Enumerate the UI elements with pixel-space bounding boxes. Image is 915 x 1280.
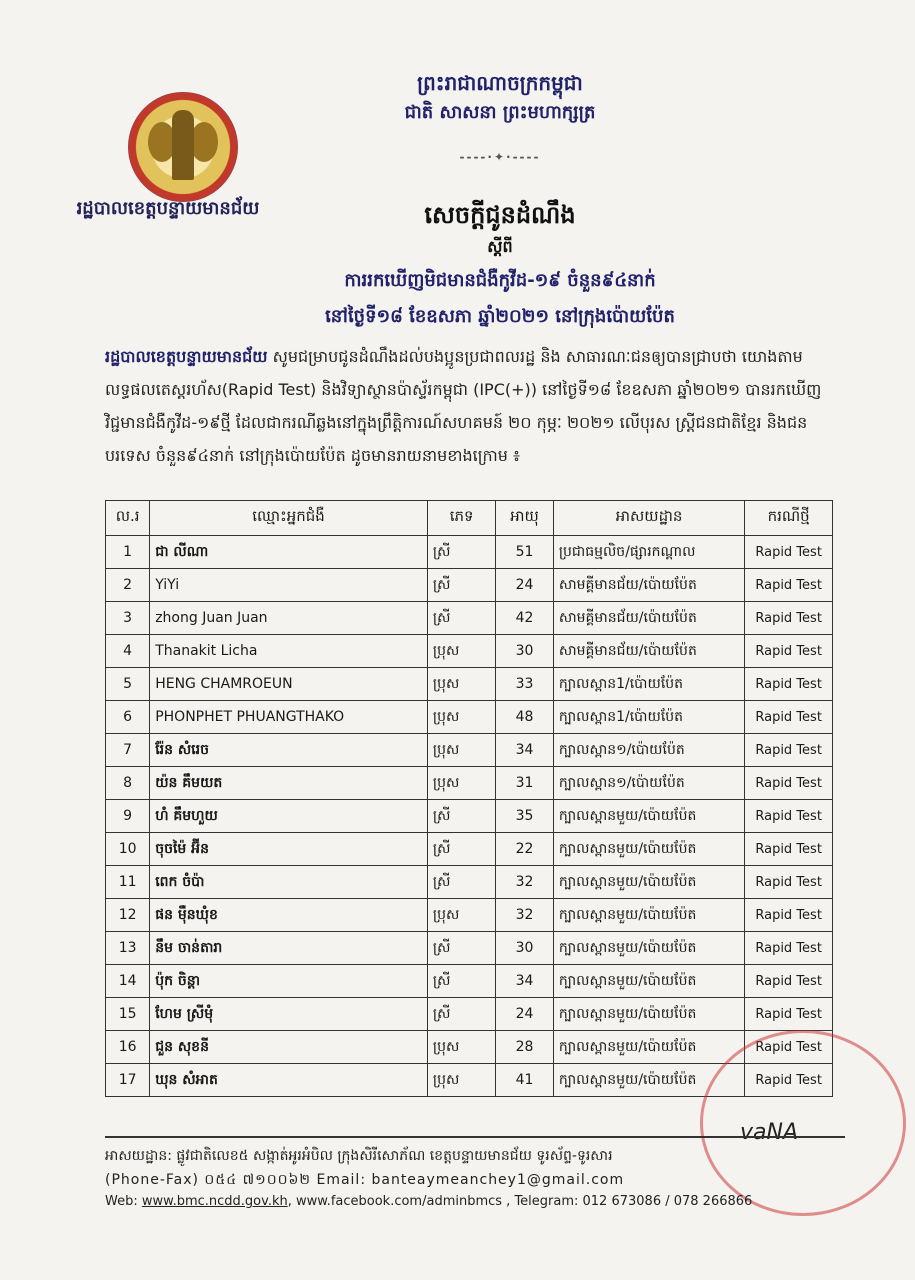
footer-divider: [105, 1136, 845, 1138]
cell-sex: ស្រី: [427, 536, 495, 569]
org-name: រដ្ឋបាលខេត្តបន្ទាយមានជ័យ: [76, 198, 260, 219]
cell-case: Rapid Test: [745, 1031, 833, 1064]
table-body: [106, 536, 833, 1097]
cell-sex: ប្រុស: [427, 899, 495, 932]
table-row: [106, 536, 833, 569]
cell-addr: ក្បាលស្ពានមួយ/ប៉ោយប៉ែត: [553, 1031, 744, 1064]
table-row: [106, 932, 833, 965]
table-row: [106, 866, 833, 899]
document-title: សេចក្តីជូនដំណឹង: [424, 201, 576, 229]
table-row: [106, 635, 833, 668]
cell-case: Rapid Test: [745, 965, 833, 998]
table-header-row: [106, 501, 833, 536]
cell-sex: ស្រី: [427, 569, 495, 602]
garuda-wing-right: [190, 122, 218, 162]
cell-sex: ប្រុស: [427, 635, 495, 668]
cell-addr: ក្បាលស្ពានមួយ/ប៉ោយប៉ែត: [553, 932, 744, 965]
cell-case: Rapid Test: [745, 602, 833, 635]
cell-addr: សាមគ្គីមានជ័យ/ប៉ោយប៉ែត: [553, 635, 744, 668]
cell-name: ចុចម៉ៃ អ៊ីន: [150, 833, 428, 866]
cell-age: 28: [496, 1031, 554, 1064]
header-address: អាសយដ្ឋាន: [553, 501, 744, 536]
cell-addr: ក្បាលស្ពាន១/ប៉ោយប៉ែត: [553, 767, 744, 800]
cell-no: 14: [106, 965, 150, 998]
cell-name: ហែម ស្រីមុំ: [150, 998, 428, 1031]
cell-case: Rapid Test: [745, 668, 833, 701]
cell-addr: ក្បាលស្ពានមួយ/ប៉ោយប៉ែត: [553, 1064, 744, 1097]
cell-addr: ក្បាលស្ពាន1/ប៉ោយប៉ែត: [553, 668, 744, 701]
cell-sex: ស្រី: [427, 602, 495, 635]
header-name: ឈ្មោះអ្នកជំងឺ: [150, 501, 428, 536]
table-row: [106, 1031, 833, 1064]
cell-age: 32: [496, 866, 554, 899]
cell-case: Rapid Test: [745, 734, 833, 767]
header-age: អាយុ: [496, 501, 554, 536]
cell-name: នឹម ចាន់តារា: [150, 932, 428, 965]
cell-sex: ស្រី: [427, 998, 495, 1031]
cell-no: 4: [106, 635, 150, 668]
header-sex: ភេទ: [427, 501, 495, 536]
header-case: ករណីថ្មី: [745, 501, 833, 536]
intro-paragraph: [105, 340, 830, 472]
table-row: [106, 668, 833, 701]
cell-no: 9: [106, 800, 150, 833]
website-link[interactable]: www.bmc.ncdd.gov.kh: [141, 1194, 288, 1209]
cell-name: រ៉ែន សំរេច: [150, 734, 428, 767]
cell-addr: ក្បាលស្ពានមួយ/ប៉ោយប៉ែត: [553, 866, 744, 899]
cell-addr: ក្បាលស្ពាន១/ប៉ោយប៉ែត: [553, 734, 744, 767]
garuda-figure: [172, 110, 194, 180]
cell-name: PHONPHET PHUANGTHAKO: [150, 701, 428, 734]
cell-no: 17: [106, 1064, 150, 1097]
cell-addr: ក្បាលស្ពានមួយ/ប៉ោយប៉ែត: [553, 965, 744, 998]
cell-addr: សាមគ្គីមានជ័យ/ប៉ោយប៉ែត: [553, 569, 744, 602]
cell-sex: ស្រី: [427, 800, 495, 833]
cell-case: Rapid Test: [745, 767, 833, 800]
cell-name: ពេក ចំប៉ា: [150, 866, 428, 899]
cell-name: ហំ គឹមហួយ: [150, 800, 428, 833]
cell-age: 41: [496, 1064, 554, 1097]
header-no: ល.រ: [106, 501, 150, 536]
cell-name: ឃុន សំអាត: [150, 1064, 428, 1097]
footer-web-rest: , www.facebook.com/adminbmcs , Telegram: 012 673086 / 078 266866: [287, 1194, 753, 1209]
footer-web-label: Web:: [105, 1194, 138, 1209]
cell-sex: ប្រុស: [427, 701, 495, 734]
paragraph-lead: រដ្ឋបាលខេត្តបន្ទាយមានជ័យ: [105, 347, 268, 366]
cell-case: Rapid Test: [745, 932, 833, 965]
cell-sex: ស្រី: [427, 965, 495, 998]
cell-age: 24: [496, 998, 554, 1031]
cell-no: 11: [106, 866, 150, 899]
national-motto: ជាតិ សាសនា ព្រះមហាក្សត្រ: [404, 102, 596, 123]
ornament-divider: ----·✦·----: [459, 150, 541, 164]
cell-case: Rapid Test: [745, 701, 833, 734]
table-row: [106, 602, 833, 635]
cell-age: 34: [496, 965, 554, 998]
official-stamp: [700, 1030, 906, 1216]
cell-no: 13: [106, 932, 150, 965]
table-row: [106, 833, 833, 866]
cell-sex: ស្រី: [427, 866, 495, 899]
subject-label: ស្តីពី: [487, 237, 513, 256]
cell-case: Rapid Test: [745, 866, 833, 899]
table-row: [106, 569, 833, 602]
cell-case: Rapid Test: [745, 800, 833, 833]
table-row: [106, 734, 833, 767]
cell-name: ជួន សុខនី: [150, 1031, 428, 1064]
footer-address: អាសយដ្ឋាន: ផ្លូវជាតិលេខ៥ សង្កាត់អូរអំបិល ក្រុងសិរីសោភ័ណ ខេត្តបន្ទាយមានជ័យ ទូរស័ព្ទ-ទូរសារ: [105, 1148, 613, 1164]
table-row: [106, 899, 833, 932]
table-row: [106, 701, 833, 734]
cell-age: 30: [496, 932, 554, 965]
cell-age: 35: [496, 800, 554, 833]
cell-case: Rapid Test: [745, 635, 833, 668]
cell-no: 1: [106, 536, 150, 569]
patient-table: [105, 500, 833, 1097]
cell-addr: សាមគ្គីមានជ័យ/ប៉ោយប៉ែត: [553, 602, 744, 635]
cell-age: 42: [496, 602, 554, 635]
cell-sex: ប្រុស: [427, 767, 495, 800]
cell-case: Rapid Test: [745, 998, 833, 1031]
cell-case: Rapid Test: [745, 833, 833, 866]
provincial-seal-logo: [128, 92, 238, 202]
cell-name: Thanakit Licha: [150, 635, 428, 668]
cell-no: 8: [106, 767, 150, 800]
cell-case: Rapid Test: [745, 536, 833, 569]
table-row: [106, 767, 833, 800]
cell-addr: ប្រជាធម្មលិច/ផ្សារកណ្ដាល: [553, 536, 744, 569]
cell-sex: ប្រុស: [427, 734, 495, 767]
cell-age: 30: [496, 635, 554, 668]
subject-line-2: នៅថ្ងៃទី១៨ ខែឧសភា ឆ្នាំ២០២១ នៅក្រុងប៉ោយប៉ែត: [325, 306, 675, 327]
paragraph-body: សូមជម្រាបជូនដំណឹងដល់បងប្អូនប្រជាពលរដ្ឋ និង សាធារណៈជនឲ្យបានជ្រាបថា យោងតាមលទ្ធផលតេស្តរហ័ស(Rapid Test) និងវិទ្យាស្ថានប៉ាស្ទ័រកម្ពុជា (IPC(+)) នៅថ្ងៃទី១៨ ខែឧសភា ឆ្នាំ២០២១ បានរកឃើញវិជ្ជមានជំងឺកូវីដ-១៩ថ្មី ដែលជាករណីឆ្លងនៅក្នុងព្រឹត្តិការណ៍សហគមន៍ ២០ កុម្ភៈ ២០២១ លើបុរស ស្ត្រីជនជាតិខ្មែរ និងជនបរទេស ចំនួន៩៤នាក់ នៅក្រុងប៉ោយប៉ែត ដូចមានរាយនាមខាងក្រោម ៖: [105, 347, 822, 465]
subject-line-1: ការរកឃើញមិជមានជំងឺកូវីដ-១៩ ចំនួន៩៤នាក់: [344, 270, 656, 291]
cell-name: ជា លីណា: [150, 536, 428, 569]
cell-addr: ក្បាលស្ពានមួយ/ប៉ោយប៉ែត: [553, 800, 744, 833]
cell-name: ផន ម៉ឺនឃុំខ: [150, 899, 428, 932]
footer-phone-email: (Phone-Fax) ០៥៤ ៧១០០៦២ Email: banteaymeanchey1@gmail.com: [105, 1172, 625, 1188]
cell-no: 10: [106, 833, 150, 866]
cell-name: HENG CHAMROEUN: [150, 668, 428, 701]
cell-no: 5: [106, 668, 150, 701]
cell-no: 2: [106, 569, 150, 602]
cell-name: zhong Juan Juan: [150, 602, 428, 635]
cell-no: 12: [106, 899, 150, 932]
cell-name: យ៉ន គឹមយត: [150, 767, 428, 800]
cell-sex: ប្រុស: [427, 1064, 495, 1097]
cell-sex: ប្រុស: [427, 668, 495, 701]
cell-case: Rapid Test: [745, 899, 833, 932]
cell-addr: ក្បាលស្ពានមួយ/ប៉ោយប៉ែត: [553, 899, 744, 932]
footer-web: [105, 1194, 752, 1209]
table-row: [106, 965, 833, 998]
cell-no: 15: [106, 998, 150, 1031]
cell-sex: ស្រី: [427, 932, 495, 965]
cell-no: 6: [106, 701, 150, 734]
cell-age: 48: [496, 701, 554, 734]
cell-age: 34: [496, 734, 554, 767]
table-row: [106, 800, 833, 833]
cell-age: 24: [496, 569, 554, 602]
cell-addr: ក្បាលស្ពានមួយ/ប៉ោយប៉ែត: [553, 833, 744, 866]
cell-no: 16: [106, 1031, 150, 1064]
cell-sex: ស្រី: [427, 833, 495, 866]
signature: vaNA: [740, 1120, 799, 1145]
cell-case: Rapid Test: [745, 569, 833, 602]
cell-age: 33: [496, 668, 554, 701]
cell-no: 7: [106, 734, 150, 767]
cell-addr: ក្បាលស្ពានមួយ/ប៉ោយប៉ែត: [553, 998, 744, 1031]
cell-age: 22: [496, 833, 554, 866]
cell-no: 3: [106, 602, 150, 635]
cell-age: 51: [496, 536, 554, 569]
cell-addr: ក្បាលស្ពាន1/ប៉ោយប៉ែត: [553, 701, 744, 734]
cell-name: YiYi: [150, 569, 428, 602]
cell-sex: ប្រុស: [427, 1031, 495, 1064]
cell-name: ប៉ុក ចិន្តា: [150, 965, 428, 998]
cell-age: 31: [496, 767, 554, 800]
cell-age: 32: [496, 899, 554, 932]
kingdom-header: ព្រះរាជាណាចក្រកម្ពុជា: [417, 71, 583, 95]
table-row: [106, 998, 833, 1031]
cell-case: Rapid Test: [745, 1064, 833, 1097]
